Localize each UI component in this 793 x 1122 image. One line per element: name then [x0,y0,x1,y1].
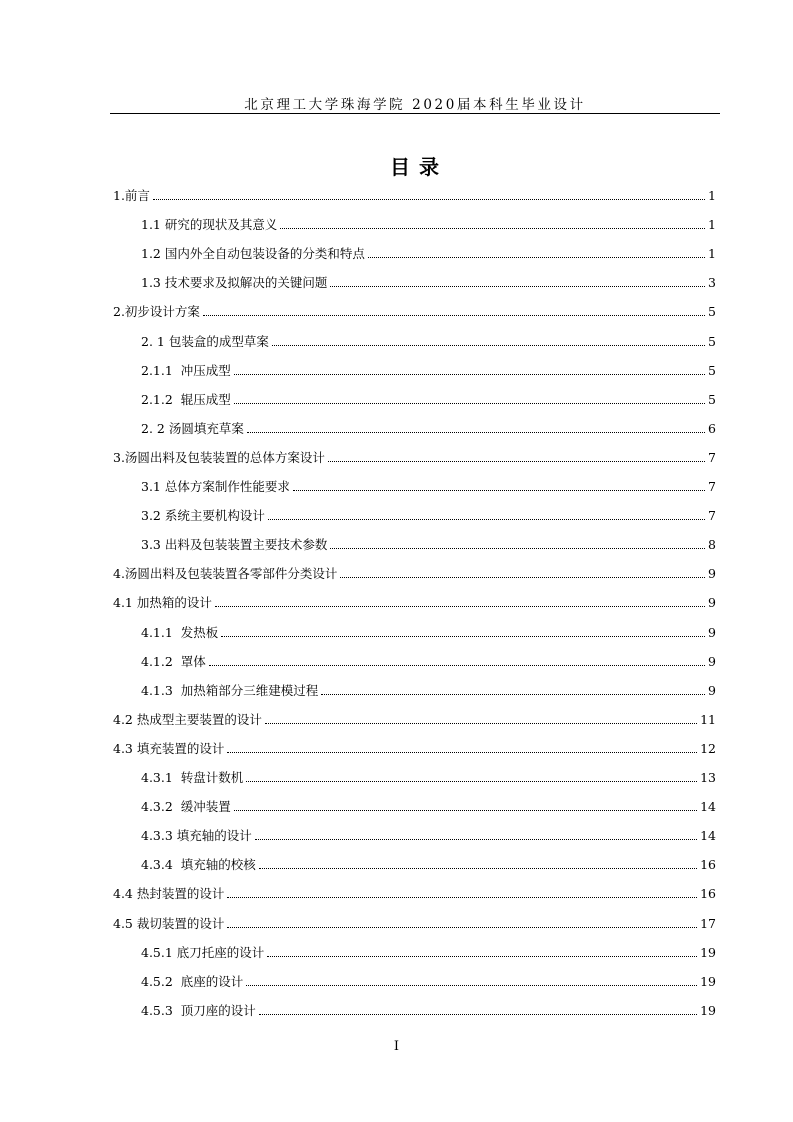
toc-entry-page: 9 [708,624,716,640]
toc-dot-leader [368,245,705,258]
toc-entry-title: 3.汤圆出料及包装装置的总体方案设计 [113,449,325,465]
toc-entry-title: 2.1.2 辊压成型 [141,391,231,407]
toc-entry-page: 16 [700,857,716,873]
toc-entry[interactable] [113,711,716,729]
toc-dot-leader [153,187,705,200]
toc-entry[interactable] [141,827,716,845]
toc-dot-leader [293,478,705,491]
toc-entry[interactable] [113,594,716,612]
toc-entry[interactable] [141,624,716,642]
toc-entry[interactable] [141,944,716,962]
toc-entry-title: 4.5.1 底刀托座的设计 [141,944,265,960]
header-rule [110,113,720,114]
toc-dot-leader [267,944,697,957]
toc-entry-title: 4.2 热成型主要装置的设计 [113,711,262,727]
toc-entry-title: 1.2 国内外全自动包装设备的分类和特点 [141,246,365,262]
toc-entry-page: 9 [708,653,716,669]
running-header: 北京理工大学珠海学院 2020届本科生毕业设计 [244,97,586,113]
toc-dot-leader [221,624,705,637]
toc-entry-page: 1 [708,246,716,262]
toc-dot-leader [272,333,705,346]
toc-entry-page: 14 [700,799,716,815]
toc-entry-page: 12 [700,740,716,756]
toc-entry-title: 4.4 热封装置的设计 [113,886,225,902]
toc-entry-title: 3.1 总体方案制作性能要求 [141,479,290,494]
toc-entry-page: 5 [708,304,716,320]
toc-entry[interactable] [141,1002,716,1020]
toc-entry-title: 4.3.2 缓冲装置 [141,799,231,815]
toc-entry-page: 5 [708,391,716,407]
toc-entry-page: 19 [700,944,716,960]
toc-entry-page: 1 [708,217,716,233]
toc-entry-title: 1.1 研究的现状及其意义 [141,217,278,233]
toc-entry[interactable] [113,915,716,933]
toc-entry-page: 1 [708,188,716,203]
toc-entry[interactable] [141,420,716,438]
toc-entry[interactable] [141,536,716,554]
toc-entry-page: 9 [708,595,716,611]
toc-entry-title: 4.5 裁切装置的设计 [113,915,225,931]
toc-entry[interactable] [113,187,716,205]
toc-dot-leader [227,915,697,928]
toc-entry[interactable] [141,216,716,234]
toc-entry-title: 4.3.1 转盘计数机 [141,770,244,785]
toc-dot-leader [280,216,705,229]
toc-entry-title: 4.3.4 填充轴的校核 [141,857,256,873]
toc-entry[interactable] [141,362,716,380]
toc-entry-title: 4.5.2 底座的设计 [141,973,244,989]
toc-entry-title: 4.3 填充装置的设计 [113,740,225,756]
toc-entry-title: 1.3 技术要求及拟解决的关键问题 [141,275,328,291]
toc-entry[interactable] [141,769,716,787]
toc-entry-page: 14 [700,828,716,844]
toc-entry[interactable] [141,245,716,263]
toc-entry-title: 2. 1 包装盒的成型草案 [141,333,269,349]
toc-entry-page: 3 [708,275,716,291]
toc-entry[interactable] [141,973,716,991]
toc-dot-leader [328,449,705,462]
toc-dot-leader [246,769,697,782]
toc-entry[interactable] [113,740,716,758]
toc-entry-page: 11 [700,711,716,727]
toc-dot-leader [209,653,705,666]
toc-entry[interactable] [141,507,716,525]
toc-entry-page: 16 [700,886,716,902]
toc-entry[interactable] [113,303,716,321]
toc-entry-page: 5 [708,333,716,349]
toc-dot-leader [255,827,697,840]
toc-dot-leader [247,420,705,433]
toc-dot-leader [340,565,705,578]
toc-entry-title: 4.汤圆出料及包装装置各零部件分类设计 [113,566,338,582]
toc-dot-leader [321,682,705,695]
toc-entry-page: 6 [708,420,716,436]
toc-entry[interactable] [113,565,716,583]
toc-entry-page: 19 [700,1002,716,1018]
toc-entry-page: 9 [708,566,716,582]
toc-dot-leader [259,1002,697,1015]
toc-dot-leader [215,594,705,607]
toc-dot-leader [259,856,697,869]
toc-dot-leader [234,391,705,404]
toc-entry-title: 2. 2 汤圆填充草案 [141,420,244,436]
toc-dot-leader [330,536,705,549]
toc-dot-leader [268,507,705,520]
toc-title: 目 录 [390,155,440,179]
toc-dot-leader [330,274,705,287]
toc-entry-title: 4.5.3 顶刀座的设计 [141,1002,256,1018]
toc-dot-leader [203,303,705,316]
toc-dot-leader [234,362,705,375]
toc-entry[interactable] [141,682,716,700]
toc-entry-title: 4.1.1 发热板 [141,624,219,640]
toc-entry-page: 13 [700,770,716,785]
toc-entry-title: 4.1.3 加热箱部分三维建模过程 [141,682,319,698]
toc-entry[interactable] [141,856,716,874]
page-number: I [393,1039,400,1054]
toc-entry-title: 3.3 出料及包装装置主要技术参数 [141,537,328,553]
toc-entry[interactable] [113,449,716,467]
toc-dot-leader [227,740,697,753]
toc-entry[interactable] [141,478,716,496]
toc-entry-page: 7 [708,449,716,465]
toc-entry[interactable] [141,653,716,671]
toc-entry[interactable] [141,333,716,351]
toc-entry-title: 3.2 系统主要机构设计 [141,508,265,524]
toc-dot-leader [246,973,697,986]
toc-entry[interactable] [141,274,716,292]
toc-entry-page: 5 [708,362,716,378]
toc-entry-title: 2.初步设计方案 [113,304,200,320]
toc-entry-title: 1.前言 [113,188,150,203]
toc-entry-page: 17 [700,915,716,931]
toc-entry-page: 7 [708,508,716,524]
toc-entry-title: 2.1.1 冲压成型 [141,362,231,378]
toc-dot-leader [234,798,697,811]
toc-entry-title: 4.1 加热箱的设计 [113,595,212,611]
toc-dot-leader [265,711,697,724]
toc-entry-title: 4.3.3 填充轴的设计 [141,828,252,844]
toc-dot-leader [227,885,697,898]
toc-entry-page: 8 [708,537,716,553]
toc-entry-page: 9 [708,682,716,698]
toc-entry-page: 7 [708,479,716,494]
toc-entry[interactable] [113,885,716,903]
toc-entry[interactable] [141,391,716,409]
toc-entry-page: 19 [700,973,716,989]
toc-entry-title: 4.1.2 罩体 [141,653,206,669]
toc-entry[interactable] [141,798,716,816]
